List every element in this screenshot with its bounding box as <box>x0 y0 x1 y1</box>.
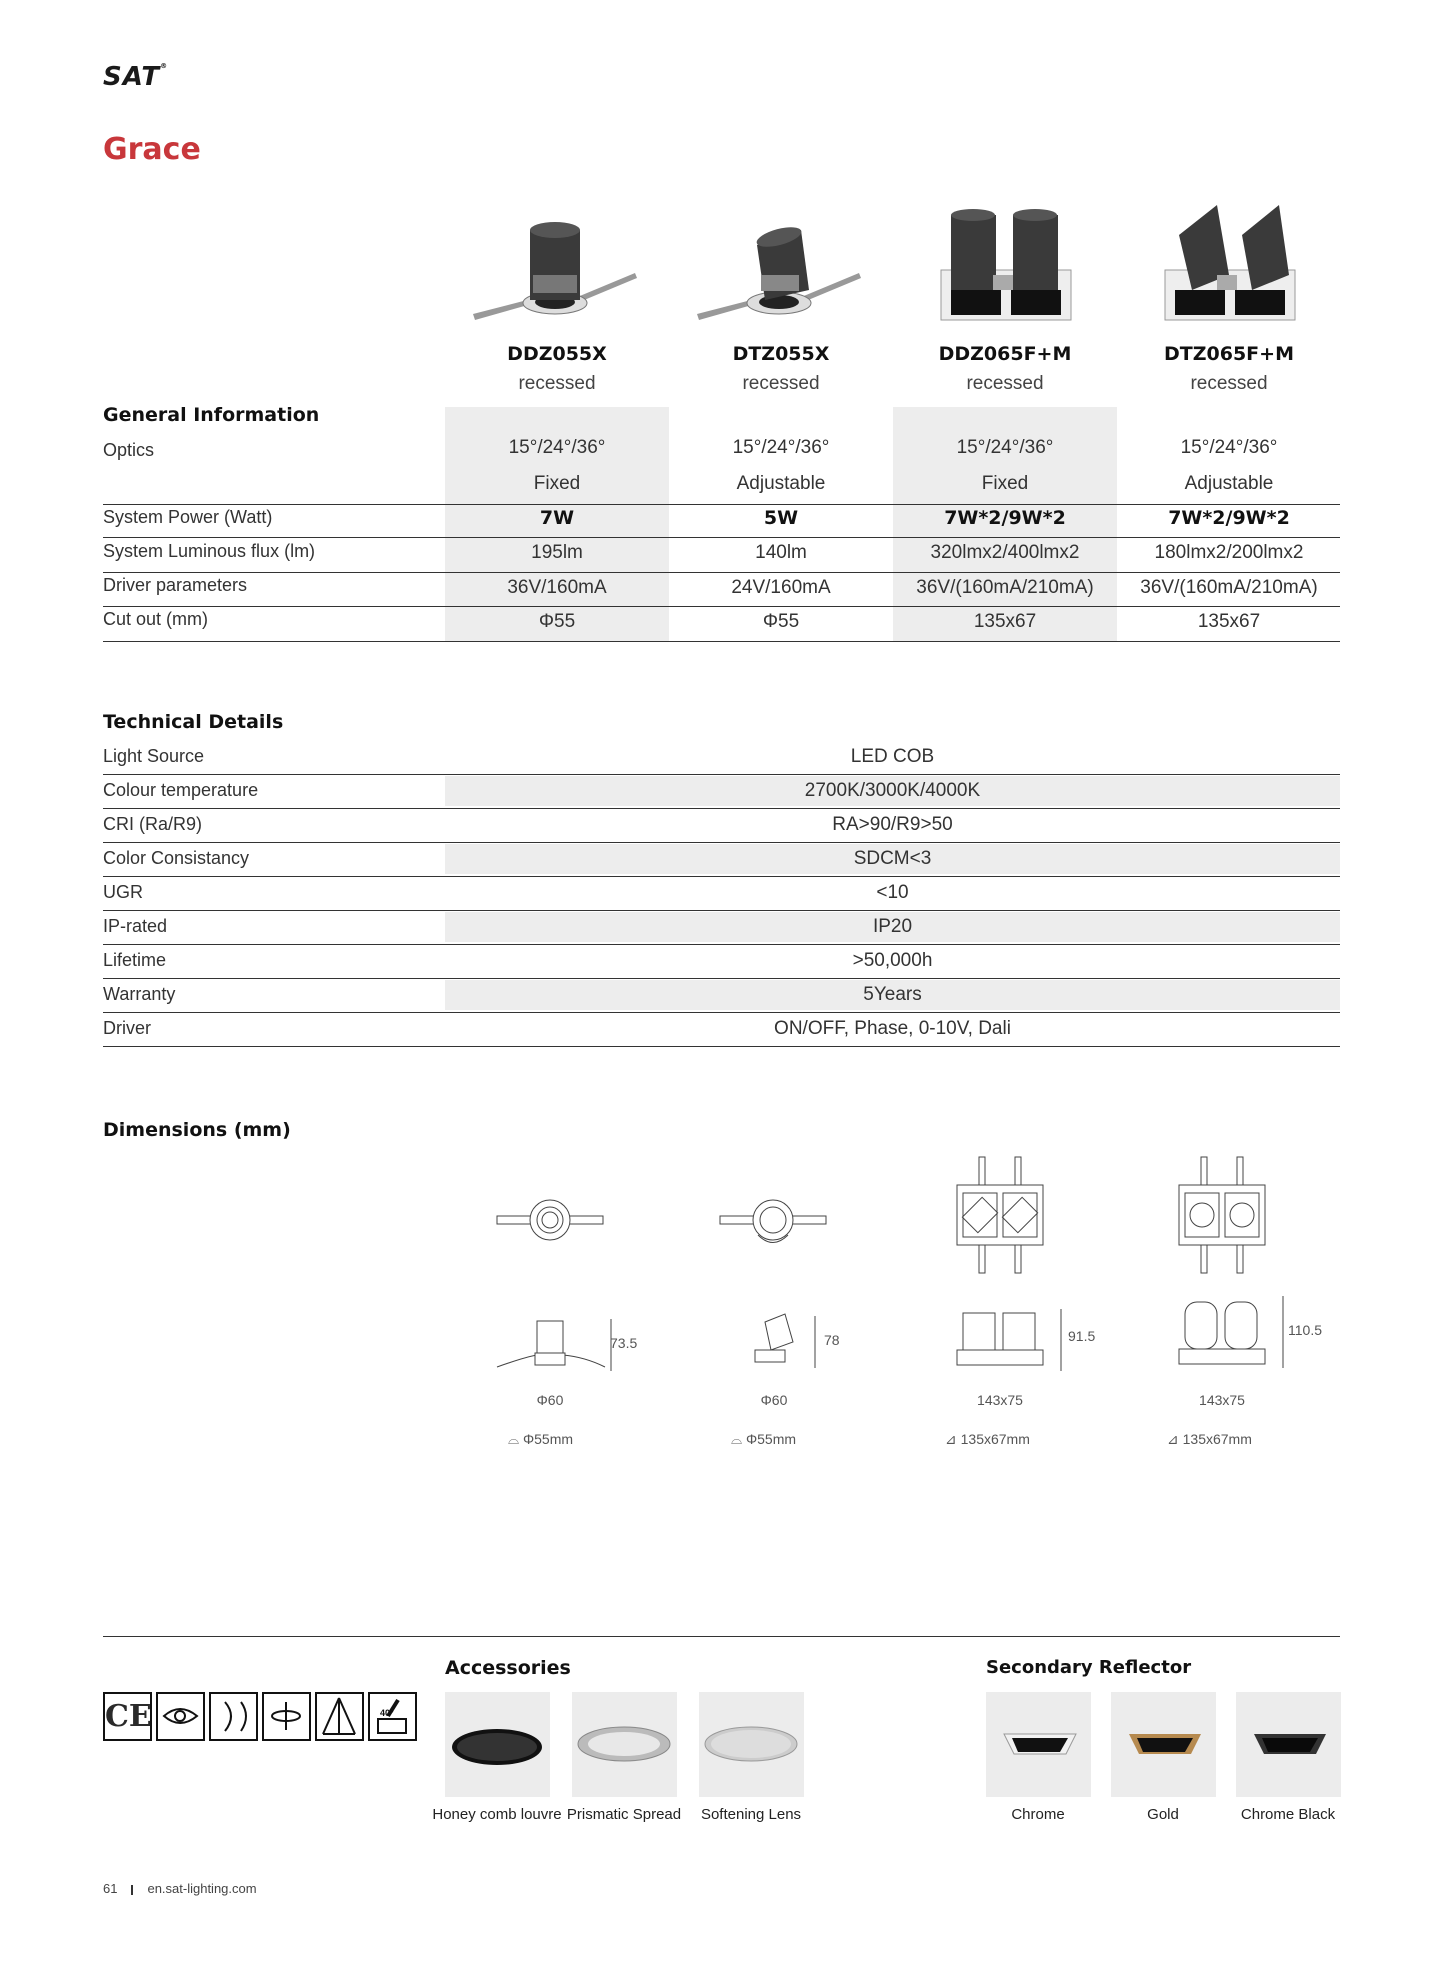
accessory-label: Honey comb louvre <box>432 1806 562 1823</box>
dimension-height: 78 <box>824 1332 840 1348</box>
tilt-angle-icon: 40° <box>368 1692 417 1741</box>
dimension-height: 91.5 <box>1068 1328 1096 1344</box>
cutout-spec: ⌓ Φ55mm <box>731 1431 797 1447</box>
tech-label: CRI (Ra/R9) <box>103 814 203 834</box>
beam-angle-icon <box>315 1692 364 1741</box>
technical-title: Technical Details <box>103 711 284 733</box>
brand-logo: SAT® <box>103 62 169 92</box>
dimensions-title: Dimensions (mm) <box>103 1119 291 1141</box>
cell: 15°/24°/36° <box>956 437 1054 458</box>
website-link[interactable]: en.sat-lighting.com <box>147 1881 257 1896</box>
cell: 24V/160mA <box>731 577 831 598</box>
prismatic-spread-image <box>572 1692 677 1797</box>
cell: 140lm <box>755 542 807 563</box>
reflector-label: Chrome Black <box>1240 1806 1336 1823</box>
honeycomb-louvre-image <box>445 1692 550 1797</box>
tech-value: >50,000h <box>852 950 933 971</box>
footer-separator <box>131 1885 133 1895</box>
divider <box>103 1012 1340 1013</box>
cell: 36V/(160mA/210mA) <box>1140 577 1318 598</box>
page-number: 61 <box>103 1881 118 1896</box>
reflector-chrome-black-image <box>1236 1692 1341 1797</box>
cutout-spec: ⊿ 135x67mm <box>1167 1431 1252 1447</box>
cell: 135x67 <box>973 611 1037 632</box>
tech-label: IP-rated <box>103 916 168 936</box>
tech-label: Driver <box>103 1018 151 1038</box>
secondary-reflector-title: Secondary Reflector <box>986 1657 1192 1678</box>
cell: Φ55 <box>762 611 800 632</box>
cutout-rect-icon: ⊿ <box>945 1431 961 1447</box>
reflector-gold-image <box>1111 1692 1216 1797</box>
dimension-width: Φ60 <box>536 1392 564 1408</box>
cell: 195lm <box>531 542 583 563</box>
product-type: recessed <box>1190 373 1268 394</box>
product-model: DTZ055X <box>732 343 830 365</box>
cell: 5W <box>763 507 799 529</box>
eye-icon <box>156 1692 205 1741</box>
footer <box>103 1881 257 1896</box>
cell: 7W*2/9W*2 <box>1168 507 1290 529</box>
cell: Adjustable <box>1184 473 1274 494</box>
dimension-side-view <box>1177 1292 1287 1379</box>
divider <box>103 944 1340 945</box>
page-title: Grace <box>103 132 201 167</box>
tech-label: UGR <box>103 882 143 902</box>
cell: 36V/160mA <box>507 577 607 598</box>
accessory-label: Prismatic Spread <box>566 1806 682 1823</box>
product-model: DTZ065F+M <box>1164 343 1294 365</box>
dimension-height: 73.5 <box>610 1335 638 1351</box>
dimension-side-view <box>955 1305 1065 1380</box>
product-type: recessed <box>518 373 596 394</box>
row-label-cutout: Cut out (mm) <box>103 609 209 629</box>
tech-label: Lifetime <box>103 950 167 970</box>
cell: 7W*2/9W*2 <box>944 507 1066 529</box>
row-label-flux: System Luminous flux (lm) <box>103 541 316 561</box>
dimension-side-view <box>495 1315 625 1380</box>
divider <box>103 1636 1340 1637</box>
tech-value: ON/OFF, Phase, 0-10V, Dali <box>774 1018 1011 1039</box>
product-image-ddz065fm <box>893 195 1117 335</box>
row-label-optics: Optics <box>103 440 155 460</box>
tech-value: SDCM<3 <box>853 848 932 869</box>
cutout-spec: ⌓ Φ55mm <box>508 1431 574 1447</box>
divider <box>103 774 1340 775</box>
general-info-title: General Information <box>103 404 320 426</box>
cell: 15°/24°/36° <box>1180 437 1278 458</box>
product-image-ddz055x <box>445 195 669 335</box>
accessories-title: Accessories <box>445 1657 571 1679</box>
tech-label: Colour temperature <box>103 780 259 800</box>
divider <box>103 537 1340 538</box>
softening-lens-image <box>699 1692 804 1797</box>
tech-value: RA>90/R9>50 <box>832 814 953 835</box>
cutout-rect-icon: ⊿ <box>1167 1431 1183 1447</box>
bracket-icon <box>209 1692 258 1741</box>
dimension-width: 143x75 <box>1199 1392 1245 1408</box>
product-model: DDZ065F+M <box>938 343 1072 365</box>
divider <box>103 504 1340 505</box>
divider <box>103 572 1340 573</box>
divider <box>103 1046 1340 1047</box>
tech-value: LED COB <box>850 746 935 767</box>
cell: 7W <box>539 507 575 529</box>
dimension-side-view <box>745 1312 825 1379</box>
dimension-top-view <box>955 1155 1045 1290</box>
rotate-icon <box>262 1692 311 1741</box>
divider <box>103 910 1340 911</box>
divider <box>103 978 1340 979</box>
cutout-round-icon: ⌓ <box>731 1431 746 1447</box>
dimension-top-view <box>1177 1155 1267 1290</box>
cell: 36V/(160mA/210mA) <box>916 577 1094 598</box>
tech-value: 5Years <box>863 984 922 1005</box>
reflector-label: Chrome <box>1011 1806 1065 1823</box>
dimension-width: 143x75 <box>977 1392 1023 1408</box>
cell: 135x67 <box>1197 611 1261 632</box>
cell: 15°/24°/36° <box>732 437 830 458</box>
divider <box>103 606 1340 607</box>
product-type: recessed <box>966 373 1044 394</box>
divider <box>103 808 1340 809</box>
dimension-top-view <box>495 1195 605 1250</box>
cell: 180lmx2/200lmx2 <box>1154 542 1304 563</box>
tech-value: <10 <box>876 882 909 903</box>
cell: Fixed <box>981 473 1029 494</box>
dimension-width: Φ60 <box>760 1392 788 1408</box>
product-model: DDZ055X <box>507 343 607 365</box>
cell: Φ55 <box>538 611 576 632</box>
reflector-chrome-image <box>986 1692 1091 1797</box>
cell: 15°/24°/36° <box>508 437 606 458</box>
divider <box>103 641 1340 642</box>
row-label-power: System Power (Watt) <box>103 507 273 527</box>
ce-mark-icon: CE <box>103 1692 152 1741</box>
tech-label: Warranty <box>103 984 176 1004</box>
product-type: recessed <box>742 373 820 394</box>
accessory-label: Softening Lens <box>700 1806 802 1823</box>
product-image-dtz055x <box>669 195 893 335</box>
dimension-top-view <box>718 1195 828 1260</box>
cutout-round-icon: ⌓ <box>508 1431 523 1447</box>
tech-value: IP20 <box>872 916 913 937</box>
divider <box>103 842 1340 843</box>
product-image-dtz065fm <box>1117 195 1341 335</box>
tech-label: Color Consistancy <box>103 848 250 868</box>
dimension-height: 110.5 <box>1288 1322 1322 1338</box>
cell: 320lmx2/400lmx2 <box>930 542 1080 563</box>
reflector-label: Gold <box>1147 1806 1179 1823</box>
tech-label: Light Source <box>103 746 205 766</box>
tech-value: 2700K/3000K/4000K <box>804 780 981 801</box>
cutout-spec: ⊿ 135x67mm <box>945 1431 1030 1447</box>
divider <box>103 876 1340 877</box>
row-label-driver: Driver parameters <box>103 575 248 595</box>
cell: Fixed <box>533 473 581 494</box>
cell: Adjustable <box>736 473 826 494</box>
